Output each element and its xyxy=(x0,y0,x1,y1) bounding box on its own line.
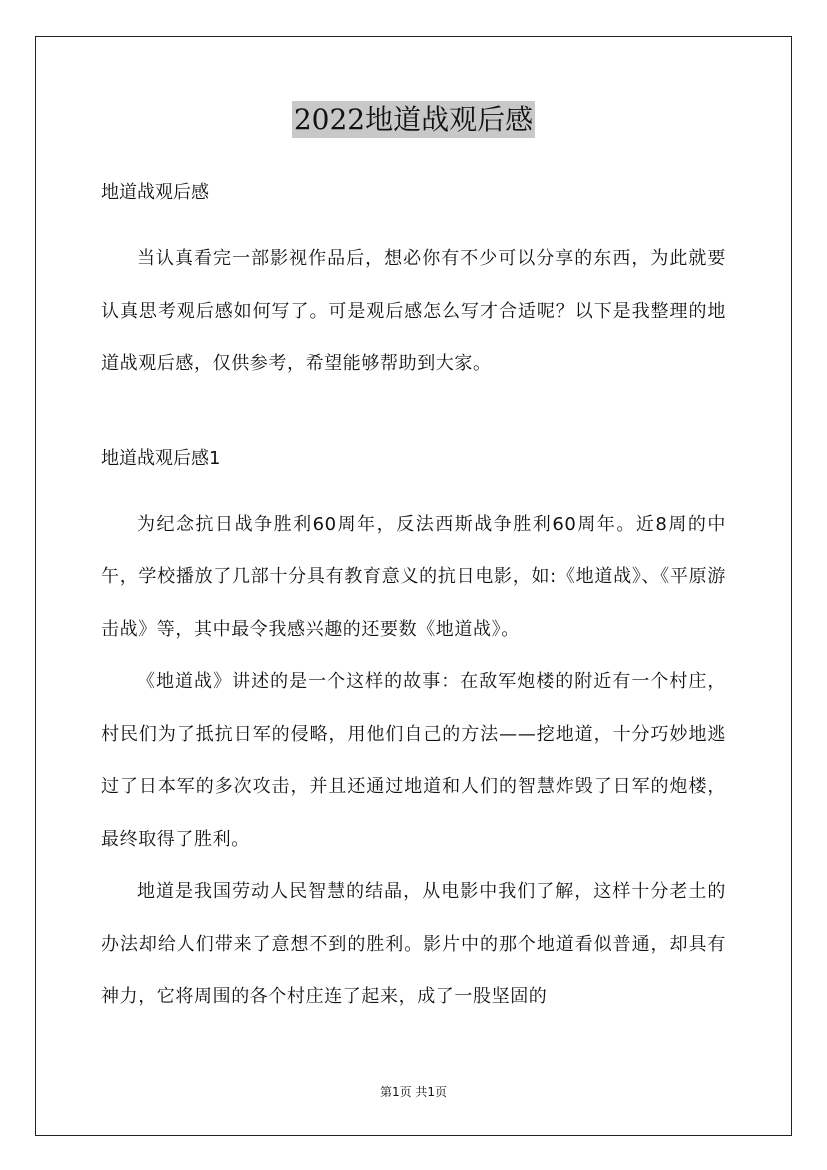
document-title xyxy=(0,100,827,140)
page-footer: 第1页 共1页 xyxy=(379,1085,448,1099)
section-heading: 地道战观后感1 xyxy=(101,447,221,469)
intro-heading: 地道战观后感 xyxy=(101,182,209,203)
body-paragraph: 《地道战》讲述的是一个这样的故事：在敌军炮楼的附近有一个村庄，村民们为了抵抗日军的侵略，用他们自己的方法——挖地道，十分巧妙地逃过了日本军的多次攻击，并且还通过地道和人们的智慧炸毁了日军的炮楼，最终取得了胜利。 xyxy=(101,671,726,850)
body-paragraph: 地道是我国劳动人民智慧的结晶，从电影中我们了解，这样十分老土的办法却给人们带来了意想不到的胜利。影片中的那个地道看似普通，却具有神力，它将周围的各个村庄连了起来，成了一股坚固的 xyxy=(101,881,726,1007)
document-title-text: 2022地道战观后感 xyxy=(293,103,534,136)
document-body xyxy=(101,175,726,1024)
body-paragraph: 为纪念抗日战争胜利60周年，反法西斯战争胜利60周年。近8周的中午，学校播放了几部十分具有教育意义的抗日电影，如:《地道战》、《平原游击战》等，其中最令我感兴趣的还要数《地道战》。 xyxy=(101,513,726,640)
intro-paragraph: 当认真看完一部影视作品后，想必你有不少可以分享的东西，为此就要认真思考观后感如何写了。可是观后感怎么写才合适呢？以下是我整理的地道战观后感，仅供参考，希望能够帮助到大家。 xyxy=(101,248,726,374)
